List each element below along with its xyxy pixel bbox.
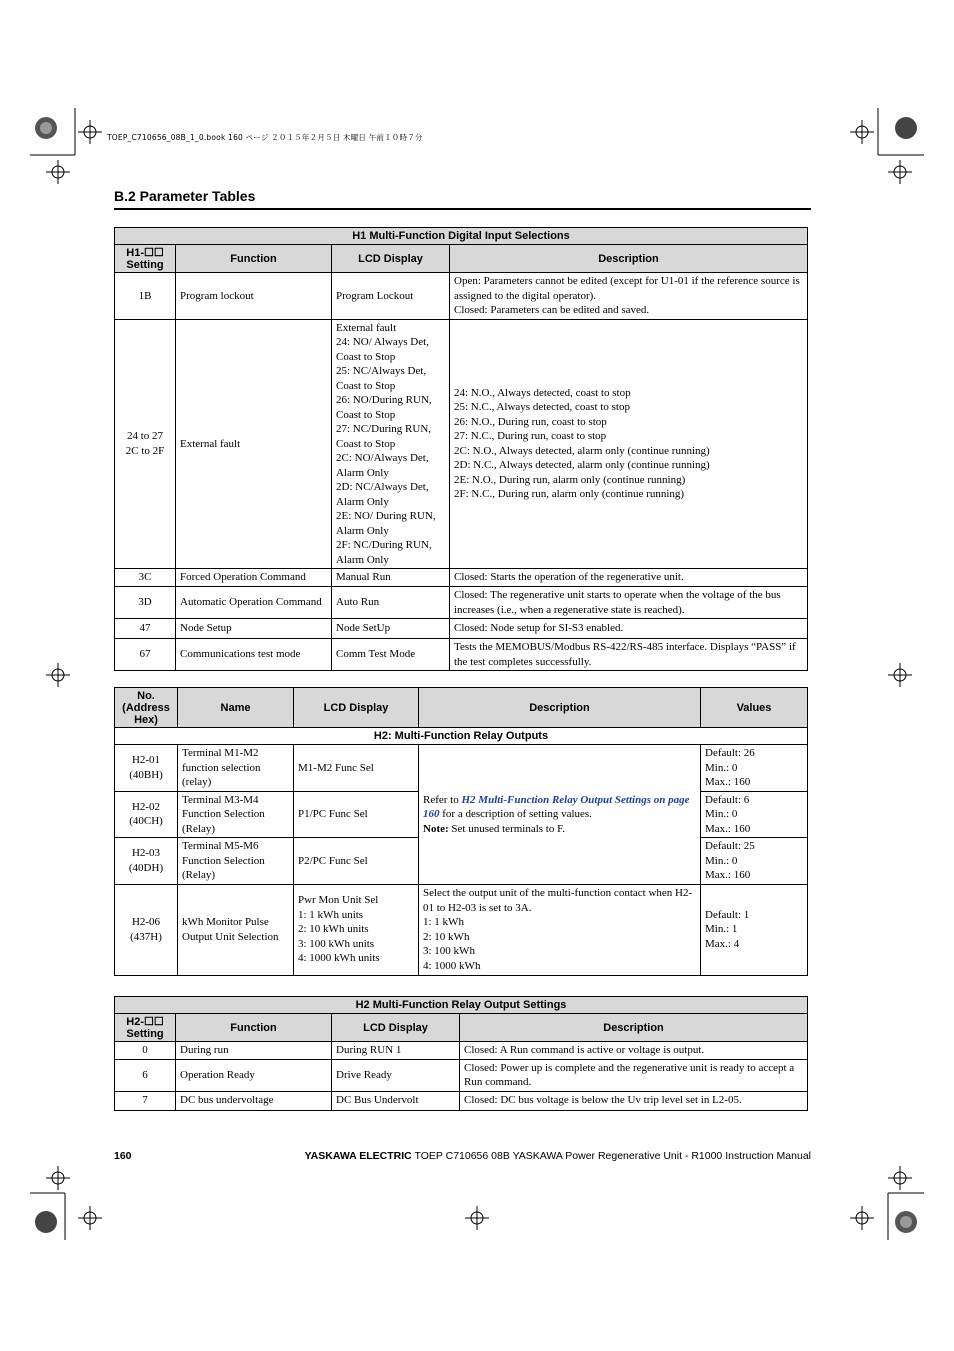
values-cell: Default: 26 Min.: 0 Max.: 160 <box>701 745 808 792</box>
table-row <box>115 884 808 975</box>
function-cell: Node Setup <box>176 619 332 639</box>
lcd-cell: Program Lockout <box>332 273 450 320</box>
table-row <box>115 319 808 569</box>
manual-title: YASKAWA ELECTRIC TOEP C710656 08B YASKAWA Power Regenerative Unit - R1000 Instruction Manual <box>304 1150 811 1162</box>
setting-cell: 47 <box>115 619 176 639</box>
setting-cell: 3C <box>115 569 176 587</box>
col-header-function: Function <box>176 245 332 273</box>
lcd-cell: M1-M2 Func Sel <box>294 745 419 792</box>
parameter-number-cell: H2-01 (40BH) <box>115 745 178 792</box>
cross-reference-link[interactable]: H2 Multi-Function Relay Output Settings on page 160 <box>423 793 690 820</box>
setting-cell: 0 <box>115 1042 176 1060</box>
table-caption: H1 Multi-Function Digital Input Selections <box>115 228 808 245</box>
description-cell: Closed: The regenerative unit starts to operate when the voltage of the bus increases (i.e., when a regenerative state is reached). <box>450 587 808 619</box>
lcd-cell: P2/PC Func Sel <box>294 838 419 885</box>
shared-description-cell: Refer to H2 Multi-Function Relay Output Settings on page 160 for a description of setting values. Note: Set unused terminals to F. <box>419 745 701 885</box>
table-row <box>115 1091 808 1110</box>
function-cell: Communications test mode <box>176 639 332 671</box>
table-row <box>115 745 808 792</box>
parameter-number-cell: H2-02 (40CH) <box>115 791 178 838</box>
col-header-lcd: LCD Display <box>294 688 419 728</box>
lcd-cell: External fault 24: NO/ Always Det, Coast to Stop 25: NC/Always Det, Coast to Stop 26: NO/During RUN, Coast to Stop 27: NC/During RUN, Coast to Stop 2C: NO/Always Det, Alarm Only 2D: NC/Always Det, Alarm Only 2E: NO/ During RUN, Alarm Only 2F: NC/During RUN, Alarm Only <box>332 319 450 569</box>
table-body <box>115 1042 808 1111</box>
section-title: B.2 Parameter Tables <box>114 188 256 204</box>
lcd-cell: During RUN 1 <box>332 1042 460 1060</box>
lcd-cell: Pwr Mon Unit Sel 1: 1 kWh units 2: 10 kWh units 3: 100 kWh units 4: 1000 kWh units <box>294 884 419 975</box>
lcd-cell: Auto Run <box>332 587 450 619</box>
table-body <box>115 273 808 671</box>
h2-output-settings-table <box>114 996 808 1111</box>
table-row <box>115 273 808 320</box>
function-cell: During run <box>176 1042 332 1060</box>
h1-input-selections-table <box>114 227 808 671</box>
col-header-description: Description <box>460 1014 808 1042</box>
table-row <box>115 1042 808 1060</box>
function-cell: Automatic Operation Command <box>176 587 332 619</box>
col-header-no: No. (Address Hex) <box>115 688 178 728</box>
values-cell: Default: 1 Min.: 1 Max.: 4 <box>701 884 808 975</box>
col-header-name: Name <box>178 688 294 728</box>
function-cell: External fault <box>176 319 332 569</box>
lcd-cell: DC Bus Undervolt <box>332 1091 460 1110</box>
lcd-cell: P1/PC Func Sel <box>294 791 419 838</box>
description-cell: Open: Parameters cannot be edited (except for U1-01 if the reference source is assigned to the digital operator). Closed: Parameters can be edited and saved. <box>450 273 808 320</box>
description-cell: Closed: A Run command is active or voltage is output. <box>460 1042 808 1060</box>
setting-cell: 7 <box>115 1091 176 1110</box>
description-cell: Tests the MEMOBUS/Modbus RS-422/RS-485 interface. Displays “PASS” if the test completes successfully. <box>450 639 808 671</box>
col-header-description: Description <box>450 245 808 273</box>
table-row <box>115 619 808 639</box>
table-caption: H2 Multi-Function Relay Output Settings <box>115 997 808 1014</box>
name-cell: Terminal M1-M2 function selection (relay) <box>178 745 294 792</box>
table-row <box>115 639 808 671</box>
function-cell: Forced Operation Command <box>176 569 332 587</box>
col-header-setting: H2-☐☐ Setting <box>115 1014 176 1042</box>
description-cell: Closed: Power up is complete and the regenerative unit is ready to accept a Run command. <box>460 1059 808 1091</box>
print-header-note: TOEP_C710656_08B_1_0.book 160 ページ ２０１５年２月５日 木曜日 午前１０時７分 <box>107 133 423 142</box>
setting-cell: 67 <box>115 639 176 671</box>
setting-cell: 1B <box>115 273 176 320</box>
col-header-description: Description <box>419 688 701 728</box>
description-cell: Closed: Starts the operation of the regenerative unit. <box>450 569 808 587</box>
name-cell: kWh Monitor Pulse Output Unit Selection <box>178 884 294 975</box>
setting-cell: 24 to 27 2C to 2F <box>115 319 176 569</box>
description-cell: 24: N.O., Always detected, coast to stop 25: N.C., Always detected, coast to stop 26: N.O., During run, coast to stop 27: N.C., During run, coast to stop 2C: N.O., Always detected, alarm only (continue running) 2D: N.C., Always detected, alarm only (continue running) 2E: N.O., During run, alarm only (continue running) 2F: N.C., During run, alarm only (continue running) <box>450 319 808 569</box>
description-cell: Closed: Node setup for SI-S3 enabled. <box>450 619 808 639</box>
lcd-cell: Manual Run <box>332 569 450 587</box>
col-header-function: Function <box>176 1014 332 1042</box>
table-subcaption: H2: Multi-Function Relay Outputs <box>115 728 808 745</box>
col-header-values: Values <box>701 688 808 728</box>
values-cell: Default: 6 Min.: 0 Max.: 160 <box>701 791 808 838</box>
h2-relay-outputs-table <box>114 687 808 976</box>
title-rule <box>114 208 811 210</box>
table-row <box>115 587 808 619</box>
registration-mark-tl <box>78 120 102 144</box>
function-cell: DC bus undervoltage <box>176 1091 332 1110</box>
setting-cell: 6 <box>115 1059 176 1091</box>
lcd-cell: Drive Ready <box>332 1059 460 1091</box>
function-cell: Program lockout <box>176 273 332 320</box>
description-cell: Select the output unit of the multi-function contact when H2-01 to H2-03 is set to 3A. 1: 1 kWh 2: 10 kWh 3: 100 kWh 4: 1000 kWh <box>419 884 701 975</box>
parameter-number-cell: H2-03 (40DH) <box>115 838 178 885</box>
function-cell: Operation Ready <box>176 1059 332 1091</box>
col-header-lcd: LCD Display <box>332 1014 460 1042</box>
name-cell: Terminal M5-M6 Function Selection (Relay) <box>178 838 294 885</box>
lcd-cell: Node SetUp <box>332 619 450 639</box>
name-cell: Terminal M3-M4 Function Selection (Relay) <box>178 791 294 838</box>
table-body <box>115 745 808 976</box>
setting-cell: 3D <box>115 587 176 619</box>
table-row <box>115 1059 808 1091</box>
table-row <box>115 569 808 587</box>
page-number: 160 <box>114 1150 132 1162</box>
description-cell: Closed: DC bus voltage is below the Uv trip level set in L2-05. <box>460 1091 808 1110</box>
col-header-lcd: LCD Display <box>332 245 450 273</box>
lcd-cell: Comm Test Mode <box>332 639 450 671</box>
parameter-number-cell: H2-06 (437H) <box>115 884 178 975</box>
values-cell: Default: 25 Min.: 0 Max.: 160 <box>701 838 808 885</box>
col-header-setting: H1-☐☐ Setting <box>115 245 176 273</box>
